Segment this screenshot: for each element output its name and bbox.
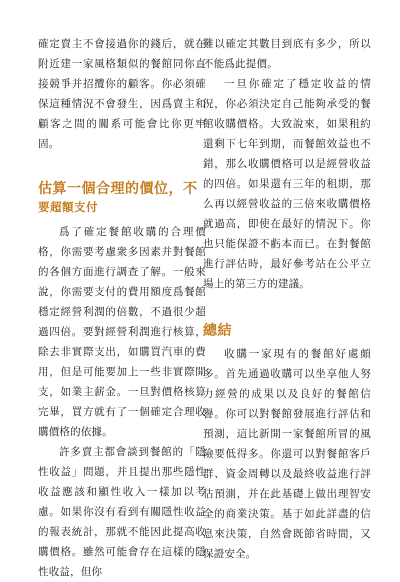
intro-paragraph: 確定賣主不會接過你的錢后，就在附近建一家風格類似的餐館同你直接競爭并招攬你的顧客。你必須確保這種情況不會發生，因爲賣主和顧客之間的關系可能會比你更牢固。 — [38, 38, 206, 150]
right-column — [203, 34, 371, 564]
hidden-income-continued-paragraph: 難以確定其數目到底有多少，所以不能爲此提價。 — [203, 38, 371, 70]
valuation-paragraph: 爲了確定餐館收購的合理價格，你需要考慮衆多因素并對餐館的各個方面進行調查了解。一般來說，你需要支付的費用額度爲餐館穩定經營利潤的倍數，不過很少超過四倍。要對經營利潤進行核算，除去非實際支出，如購買汽車的費用，但是可能要加上一些非實際開支，如業主薪金。一旦對價格核算完畢，買方就有了一個確定合理收購價格的依據。 — [38, 226, 206, 438]
stable-income-paragraph: 一旦你確定了穩定收益的情況，你必須決定自己能夠承受的餐館收購價格。大致說來，如果租約還剩下七年到期，而餐館效益也不錯，那么收購價格可以是經營收益的四倍。如果還有三年的租期，那么再以經營收益的三倍來收購價格就過高，即使在最好的情況下。你也只能保證不虧本而已。在對餐館進行評估時，最好參考站在公平立場上的第三方的建議。 — [203, 78, 371, 290]
left-column — [38, 34, 206, 582]
valuation-heading-line2: 要超額支付 — [38, 200, 98, 214]
valuation-heading-line1: 估算一個合理的價位，不 — [38, 181, 198, 197]
valuation-heading — [38, 180, 206, 216]
summary-paragraph: 收購一家現有的餐館好處頗多。首先通過收購可以坐享他人努力經營的成果以及良好的餐館信譽。你可以對餐館發展進行評估和預測，這比新開一家餐館所冒的風險要低得多。你還可以對餐館客戶群、資金周轉以及最終收益進行評估預測，并在此基礎上做出理智安全的商業決策。基于如此詳盡的信息來決策，自然會既節省時間，又保證安全。 — [203, 348, 371, 560]
hidden-income-paragraph: 許多賣主都會談到餐館的「隱性收益」問題，并且提出那些隱性收益應該和顯性收入一樣加以考慮。如果你沒有看到有關隱性收益的報表統計，那就不能因此提高收購價格。雖然可能會存在這樣的隱性收益，但你 — [38, 446, 206, 578]
summary-heading: 總結 — [203, 323, 232, 339]
